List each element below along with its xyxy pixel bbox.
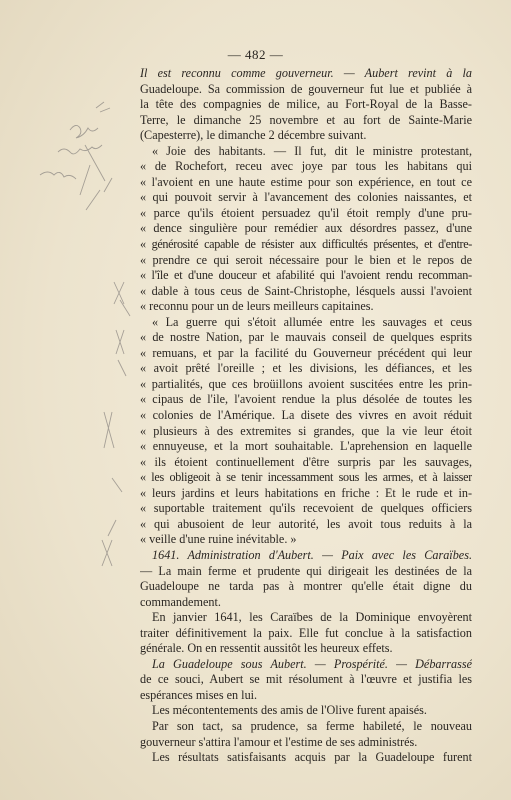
text-line: « cipaus de l'ile, l'avoient rendue la plus désolée de toutes les bbox=[140, 392, 472, 407]
text-line: « plusieurs à des extremites si grandes, que la vie leur étoit bbox=[140, 423, 472, 438]
text-line: espérances mises en lui. bbox=[140, 687, 258, 702]
handwritten-note bbox=[58, 145, 102, 154]
text-line: « dable à tous ceus de Saint-Christophe, lésquels aussi l'avoient bbox=[140, 283, 472, 298]
pencil-stroke bbox=[112, 478, 122, 492]
pencil-stroke bbox=[120, 300, 130, 316]
text-line: « avoit prêté l'oreille ; et les divisions, les défiances, et les bbox=[140, 361, 472, 376]
pencil-stroke bbox=[108, 520, 116, 536]
text-line: de ce souci, Aubert se mit résolument à l'œuvre et justifia les bbox=[140, 672, 472, 687]
text-line: — La main ferme et prudente qui dirigeait les destinées de la bbox=[140, 563, 472, 578]
text-line: « prendre ce qui seroit nécessaire pour le bien et le repos de bbox=[140, 252, 472, 267]
pencil-stroke bbox=[118, 360, 126, 376]
text-line: « qui abusoient de leur autorité, les avoit tous reduits à la bbox=[140, 516, 472, 531]
handwritten-note bbox=[70, 125, 98, 138]
margin-pencil-marks bbox=[0, 0, 140, 800]
text-line: « Joie des habitants. — Il fut, dit le ministre protestant, bbox=[152, 143, 472, 158]
handwritten-note bbox=[96, 102, 110, 112]
text-line: « colonies de l'Amérique. La disete des vivres en avoit réduit bbox=[140, 408, 472, 423]
text-line: « de Rochefort, receu avec joye par tous les habitans qui bbox=[140, 159, 472, 174]
text-line: Il est reconnu comme gouverneur. — Aubert revint à la bbox=[140, 66, 472, 80]
text-line: générale. On en ressentit aussitôt les heureux effets. bbox=[140, 641, 393, 656]
text-line: « dence singulière pour remédier aux désordres passez, d'une bbox=[140, 221, 472, 236]
text-line: « de nostre Nation, par le mauvais conseil de quelques esprits bbox=[140, 330, 472, 345]
text-line: Par son tact, sa prudence, sa ferme habileté, le nouveau bbox=[152, 718, 472, 733]
text-line: « remuans, et par la facilité du Gouverneur précédent qui leur bbox=[140, 345, 472, 360]
handwritten-note bbox=[40, 172, 76, 179]
body-text bbox=[140, 66, 472, 766]
text-line: traiter définitivement la paix. Elle fut conclue à la satisfaction bbox=[140, 625, 472, 640]
text-line: la tête des compagnies de milice, au Fort-Royal de la Basse- bbox=[140, 97, 472, 112]
text-line: Guadeloupe ne tarda pas à montrer qu'elle était digne du bbox=[140, 579, 472, 594]
text-line: La Guadeloupe sous Aubert. — Prospérité. — Débarrassé bbox=[152, 656, 472, 671]
text-line: « ennuyeuse, et la mort souhaitable. L'aprehension en laquelle bbox=[140, 439, 472, 454]
x-mark bbox=[116, 330, 124, 354]
x-mark bbox=[104, 412, 114, 448]
handwritten-note bbox=[85, 145, 105, 181]
text-line: « ils étoient continuellement d'être surpris par les sauvages, bbox=[140, 454, 472, 469]
text-line: « l'avoient en une haute estime pour son expérience, en tout ce bbox=[140, 174, 472, 189]
handwritten-note bbox=[86, 190, 100, 210]
text-line: « La guerre qui s'étoit allumée entre les sauvages et ceus bbox=[152, 314, 472, 329]
text-line: Les résultats satisfaisants acquis par la Guadeloupe furent bbox=[152, 750, 472, 765]
text-line: « suportable traitement qu'ils recevoient de quelques officiers bbox=[140, 501, 472, 516]
text-line: 1641. Administration d'Aubert. — Paix avec les Caraïbes. bbox=[152, 547, 472, 562]
text-line: En janvier 1641, les Caraïbes de la Dominique envoyèrent bbox=[152, 610, 472, 625]
text-line: Terre, le dimanche 25 novembre et au fort de Sainte-Marie bbox=[140, 112, 472, 127]
text-line: « les obligeoit à se tenir incessamment sous les armes, et à laisser bbox=[140, 470, 472, 485]
text-line: « générosité capable de résister aux difficultés présentes, et d'entre- bbox=[140, 237, 472, 252]
x-mark bbox=[102, 540, 112, 566]
text-line: commandement. bbox=[140, 594, 221, 609]
page-number: — 482 — bbox=[227, 47, 284, 62]
text-line: « reconnu pour un de leurs meilleurs capitaines. bbox=[140, 299, 374, 314]
text-line: « veille d'une ruine inévitable. » bbox=[140, 532, 297, 547]
x-mark bbox=[114, 282, 124, 304]
text-line: « partialités, que ces broüillons avoient suscitées entre les prin- bbox=[140, 376, 472, 391]
text-line: « l'île et d'une douceur et afabilité qui l'avoient rendu recomman- bbox=[140, 268, 472, 283]
text-line: « qui pouvoit servir à l'avancement des colonies naissantes, et bbox=[140, 190, 472, 205]
text-line: gouverneur s'attira l'amour et l'estime de ses administrés. bbox=[140, 734, 418, 749]
text-line: « parce qu'ils étoient persuadez qu'il étoit remply d'une pru- bbox=[140, 205, 472, 220]
handwritten-note bbox=[104, 178, 112, 192]
text-line: « leurs jardins et leurs habitations en friche : Et le rude et in- bbox=[140, 485, 472, 500]
handwritten-note bbox=[80, 165, 90, 195]
text-line: Les mécontentements des amis de l'Olive furent apaisés. bbox=[152, 703, 427, 718]
text-line: (Capesterre), le dimanche 2 décembre suivant. bbox=[140, 128, 367, 143]
text-line: Guadeloupe. Sa commission de gouverneur fut lue et publiée à bbox=[140, 81, 472, 96]
